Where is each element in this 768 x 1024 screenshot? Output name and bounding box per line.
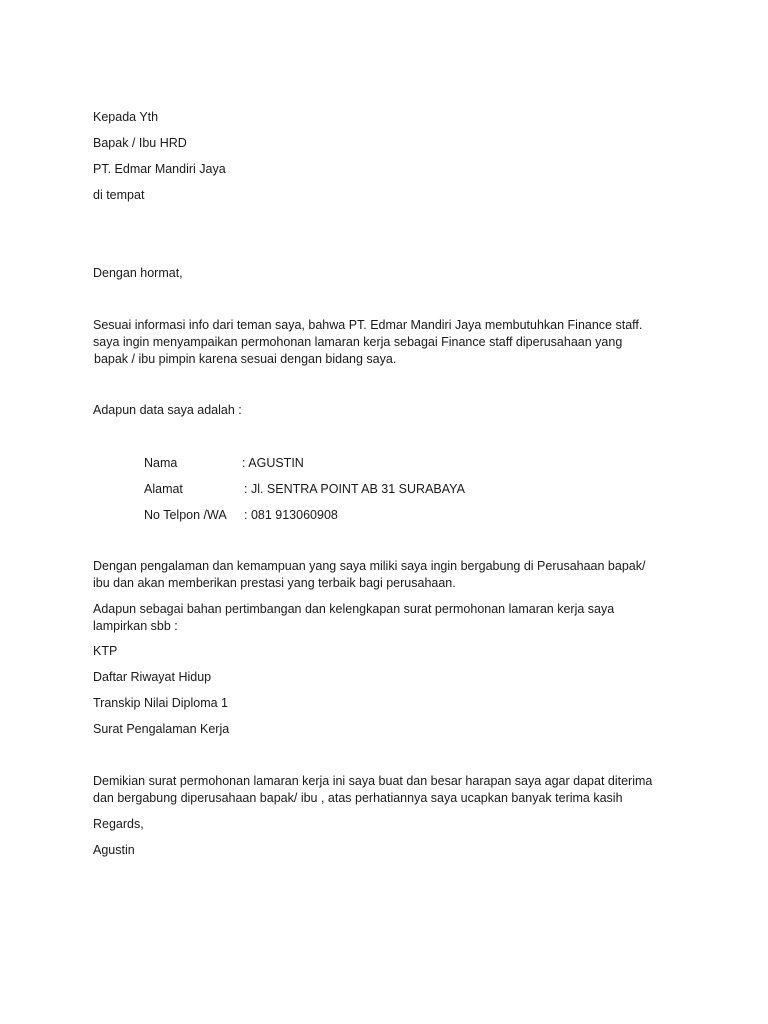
closing-line-1: Demikian surat permohonan lamaran kerja ini saya buat dan besar harapan saya agar dapat diterima: [93, 774, 653, 788]
data-row-phone: [144, 507, 338, 524]
attachment-item: KTP: [93, 644, 118, 658]
address-label: Alamat: [144, 482, 183, 496]
intro-paragraph: [93, 317, 693, 368]
phone-value: : 081 913060908: [244, 508, 338, 522]
signoff: Regards,: [93, 817, 144, 831]
attachments-intro: [93, 601, 693, 635]
closing-paragraph: [93, 773, 693, 807]
recipient-company: PT. Edmar Mandiri Jaya: [93, 162, 226, 176]
attachment-item: Transkip Nilai Diploma 1: [93, 696, 228, 710]
phone-label: No Telpon /WA: [144, 508, 227, 522]
experience-line-1: Dengan pengalaman dan kemampuan yang saya miliki saya ingin bergabung di Perusahaan bapak/: [93, 559, 646, 573]
closing-line-2: dan bergabung diperusahaan bapak/ ibu , atas perhatiannya saya ucapkan banyak terima kasih: [93, 791, 623, 805]
intro-line-1: Sesuai informasi info dari teman saya, bahwa PT. Edmar Mandiri Jaya membutuhkan Finance staff.: [93, 318, 643, 332]
signature-name: Agustin: [93, 843, 135, 857]
intro-line-3: bapak / ibu pimpin karena sesuai dengan bidang saya.: [94, 352, 397, 366]
recipient-line-2: Bapak / Ibu HRD: [93, 136, 187, 150]
data-intro: Adapun data saya adalah :: [93, 403, 242, 417]
attachment-item: Daftar Riwayat Hidup: [93, 670, 212, 684]
intro-line-2: saya ingin menyampaikan permohonan lamaran kerja sebagai Finance staff diperusahaan yang: [93, 335, 623, 349]
experience-paragraph: [93, 558, 693, 592]
name-label: Nama: [144, 456, 178, 470]
address-value: : Jl. SENTRA POINT AB 31 SURABAYA: [244, 482, 465, 496]
attachments-intro-line-1: Adapun sebagai bahan pertimbangan dan kelengkapan surat permohonan lamaran kerja saya: [93, 602, 615, 616]
recipient-location: di tempat: [93, 188, 145, 202]
data-row-address: [144, 481, 465, 498]
recipient-line-1: Kepada Yth: [93, 110, 159, 124]
attachments-intro-line-2: lampirkan sbb :: [93, 619, 178, 633]
attachment-item: Surat Pengalaman Kerja: [93, 722, 230, 736]
experience-line-2: ibu dan akan memberikan prestasi yang terbaik bagi perusahaan.: [93, 576, 456, 590]
name-value: : AGUSTIN: [242, 456, 304, 470]
greeting: Dengan hormat,: [93, 266, 183, 280]
data-row-name: [144, 455, 304, 472]
